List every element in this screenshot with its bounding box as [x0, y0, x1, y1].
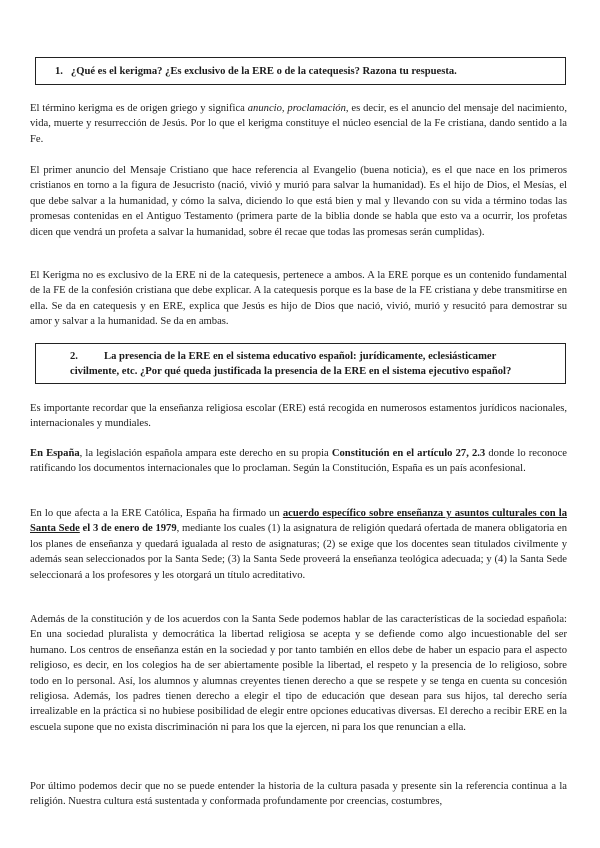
- paragraph-1-text-a: El término kerigma es de origen griego y significa: [30, 103, 248, 114]
- paragraph-5-text-b: donde lo reconoce ratificando los documentos internacionales que lo proclaman. Según la Constitución, España es un país aconfesional.: [30, 448, 567, 475]
- paragraph-6-text-a: En lo que afecta a la ERE Católica, España ha firmado un: [30, 508, 283, 519]
- paragraph-6-underlined: acuerdo específico sobre enseñanza y asuntos culturales con la Santa Sede: [30, 508, 568, 535]
- paragraph-1-italic: anuncio, proclamación: [247, 103, 346, 114]
- paragraph-6-text-b: , mediante los cuales (1) la asignatura de religión quedará ofertada de manera obligatoria en los planes de enseñanza y quedará igualada al resto de asignaturas; (2) se exige que los docentes sean titulados civilmente y además sean seleccionados por la Santa Sede; (3) la Santa Sede proveerá la enseñanza teológica adecuada; y (4) la Santa Sede seleccionará a los profesores y les otorgará un título acreditativo.: [30, 523, 567, 581]
- paragraph-5-bold-b: Constitución en el artículo 27, 2.3: [331, 448, 486, 459]
- paragraph-kerigma-exclusivity: El Kerigma no es exclusivo de la ERE ni de la catequesis, pertenece a ambos. A la ERE porque es un contenido fundamental de la FE de la confesión cristiana que debe explicar. A la catequesis porque es la base de la FE cristiana y debe transmitirse en ella. Se da en catequesis y en ERE, explica que Jesús es hijo de Dios que nació, vivió, murió y resucitó para demostrar su amor y salvar a la humanidad. Se da en ambas.: [30, 270, 567, 328]
- question-1-box: [35, 57, 566, 85]
- paragraph-holy-see-agreement: [30, 506, 567, 583]
- paragraph-first-announcement: El primer anuncio del Mensaje Cristiano que hace referencia al Evangelio (buena noticia), es el que nace en los primeros cristianos en torno a la figura de Jesucristo (nació, vivió y murió para salvar la humanidad). Es el hijo de Dios, el Mesías, el que debe salvar a la humanidad, y cómo la salva, diciendo lo que está bien y mal y llevando con su vida a término todas las promesas contenidas en el Antiguo Testamento (primera parte de la biblia donde se habla que esto va a ocurrir, los profetas dicen que vendrá un profeta a salvar la humanidad, sobre él recae que todas las promesas serán cumplidas).: [30, 165, 567, 238]
- question-1-number: 1.: [55, 66, 63, 77]
- paragraph-5-text-a: , la legislación española ampara este derecho en su propia: [79, 448, 332, 459]
- paragraph-spanish-society: Además de la constitución y de los acuerdos con la Santa Sede podemos hablar de las características de la sociedad española: En una sociedad pluralista y democrática la libertad religiosa se acepta y se defiende como algo incuestionable del ser humano. Los centros de enseñanza están en la sociedad y por tanto también en ellos debe de haber un espacio para el aspecto religioso, es decir, en los colegios ha de ser abiertamente posible la libertad, el respeto y la presencia de lo religioso, sobre todo en lo personal. Así, los alumnos y alumnas creyentes tienen derecho a que se respete y se tenga en cuenta su concesión religiosa. Además, los padres tienen derecho a elegir el tipo de educación que desean para sus hijos, tal derecho sería irrealizable en la práctica si no hubiese posibilidad de elegir entre opciones educativas diversas. El derecho a recibir ERE en la escuela supone que no exista discriminación ni para los que la ejercen, ni para los que renuncian a ella.: [30, 614, 567, 733]
- paragraph-legal-frameworks: Es importante recordar que la enseñanza religiosa escolar (ERE) está recogida en numerosos estamentos jurídicos nacionales, internacionales y mundiales.: [30, 403, 567, 430]
- paragraph-culture-history: Por último podemos decir que no se puede entender la historia de la cultura pasada y presente sin la referencia continua a la religión. Nuestra cultura está sustentada y conformada profundamente por creencias, costumbres,: [30, 781, 567, 808]
- question-2-line-2: civilmente, etc. ¿Por qué queda justificada la presencia de la ERE en el sistema ejecutivo español?: [70, 366, 512, 377]
- question-1-text: ¿Qué es el kerigma? ¿Es exclusivo de la ERE o de la catequesis? Razona tu respuesta.: [70, 66, 457, 77]
- question-2-number: 2.: [70, 351, 78, 362]
- paragraph-6-bold: el 3 de enero de 1979: [79, 523, 177, 535]
- paragraph-kerigma-definition: [30, 101, 567, 147]
- paragraph-5-bold-a: En España: [30, 448, 80, 459]
- question-2-box: [35, 343, 566, 384]
- question-2-line-1: La presencia de la ERE en el sistema educativo español: jurídicamente, eclesiásticamer: [104, 351, 497, 362]
- paragraph-spain-constitution: [30, 446, 567, 477]
- paragraph-1-text-b: , es decir, es el anuncio del mensaje del nacimiento, vida, muerte y resurrección de Jesús. Por lo que el kerigma constituye el núcleo esencial de la Fe cristiana, dando sentido a la Fe.: [30, 103, 567, 145]
